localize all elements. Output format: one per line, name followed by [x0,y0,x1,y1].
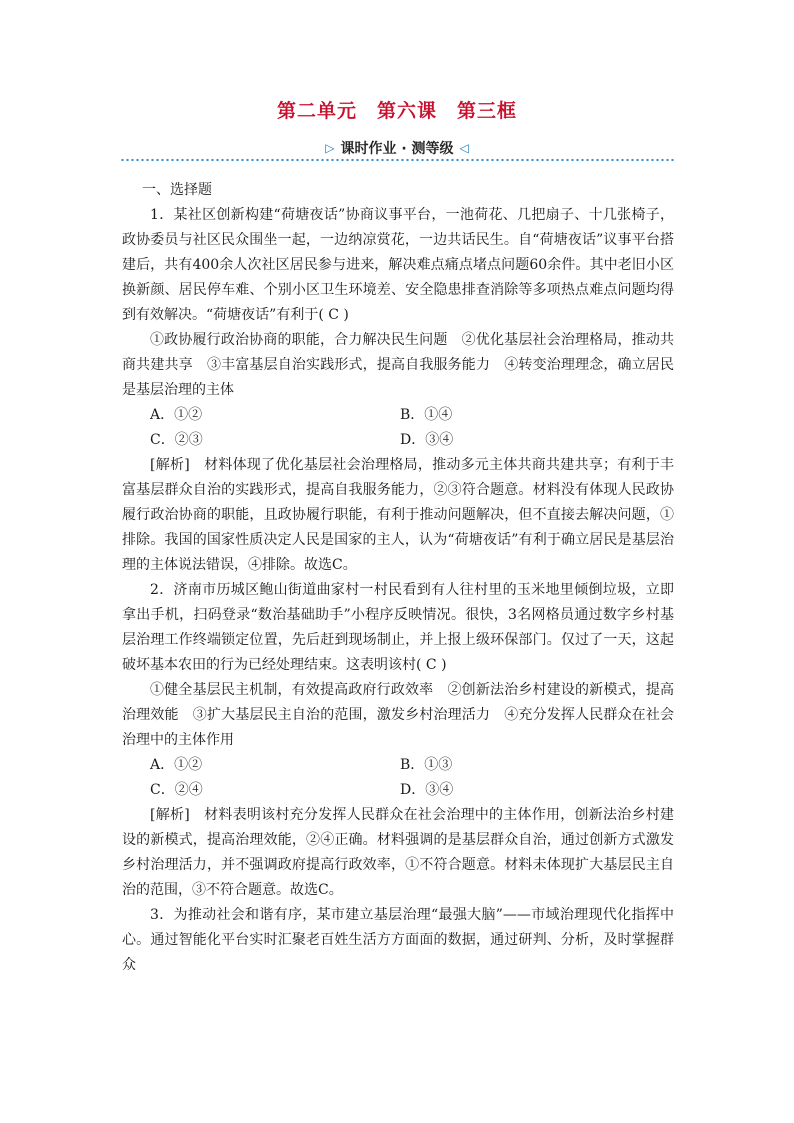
question-1-option-c: C．②③ [150,432,203,448]
section-banner [0,138,794,160]
triangle-left-icon: ◁ [459,141,469,155]
question-2-option-c: C．②④ [150,782,203,798]
section-heading: 一、选择题 [142,182,212,198]
question-2-options-row-1 [150,753,674,778]
question-2-options-row-2 [150,778,674,803]
content-body [122,178,674,978]
question-2-option-a: A．①② [150,757,203,773]
question-2-analysis: [解析] 材料表明该村充分发挥人民群众在社会治理中的主体作用，创新法治乡村建设的新模式，提高治理效能，②④正确。材料强调的是基层群众自治，通过创新方式激发乡村治理活力，并不强调政府提高行政效率，①不符合题意。材料未体现扩大基层民主自治的范围，③不符合题意。故选C。 [122,807,674,898]
question-2-statements: ①健全基层民主机制，有效提高政府行政效率 ②创新法治乡村建设的新模式，提高治理效能 ③扩大基层民主自治的范围，激发乡村治理活力 ④充分发挥人民群众在社会治理中的主体作用 [122,682,674,748]
question-2-option-b: B．①③ [400,757,453,773]
question-1-options-row-1 [150,403,674,428]
question-1-analysis: [解析] 材料体现了优化基层社会治理格局，推动多元主体共商共建共享；有利于丰富基层群众自治的实践形式，提高自我服务能力，②③符合题意。材料没有体现人民政协履行政治协商的职能，且政协履行职能，有利于推动问题解决，但不直接去解决问题，①排除。我国的国家性质决定人民是国家的主人，认为“荷塘夜话”有利于确立居民是基层治理的主体说法错误，④排除。故选C。 [122,457,674,573]
question-1-statements: ①政协履行政治协商的职能，合力解决民生问题 ②优化基层社会治理格局，推动共商共建共享 ③丰富基层自治实践形式，提高自我服务能力 ④转变治理理念，确立居民是基层治理的主体 [122,332,674,398]
question-1-option-a: A．①② [150,407,203,423]
banner-label: 课时作业 · 测等级 [340,141,454,157]
question-2-stem: 2．济南市历城区鲍山街道曲家村一村民看到有人往村里的玉米地里倾倒垃圾，立即拿出手机，扫码登录“数治基础助手”小程序反映情况。很快，3名网格员通过数字乡村基层治理工作终端锁定位置，先后赶到现场制止，并上报上级环保部门。仅过了一天，这起破坏基本农田的行为已经处理结束。这表明该村( C ) [122,582,674,673]
question-3-stem: 3．为推动社会和谐有序，某市建立基层治理“最强大脑”——市域治理现代化指挥中心。通过智能化平台实时汇聚老百姓生活方方面面的数据，通过研判、分析，及时掌握群众 [122,907,674,973]
question-2-option-d: D．③④ [400,782,454,798]
question-1-option-b: B．①④ [400,407,453,423]
triangle-right-icon: ▷ [325,141,335,155]
question-1-stem: 1．某社区创新构建“荷塘夜话”协商议事平台，一池荷花、几把扇子、十几张椅子，政协委员与社区民众围坐一起，一边纳凉赏花，一边共话民生。自“荷塘夜话”议事平台搭建后，共有400余人次社区居民参与进来，解决难点痛点堵点问题60余件。其中老旧小区换新颜、居民停车难、个别小区卫生环境差、安全隐患排查消除等多项热点难点问题均得到有效解决。“荷塘夜话”有利于( C ) [122,207,674,323]
question-1-option-d: D．③④ [400,432,454,448]
dotted-divider [120,158,676,162]
question-1-options-row-2 [150,428,674,453]
banner-label-row [0,138,794,159]
page-title: 第二单元 第六课 第三框 [276,100,517,122]
